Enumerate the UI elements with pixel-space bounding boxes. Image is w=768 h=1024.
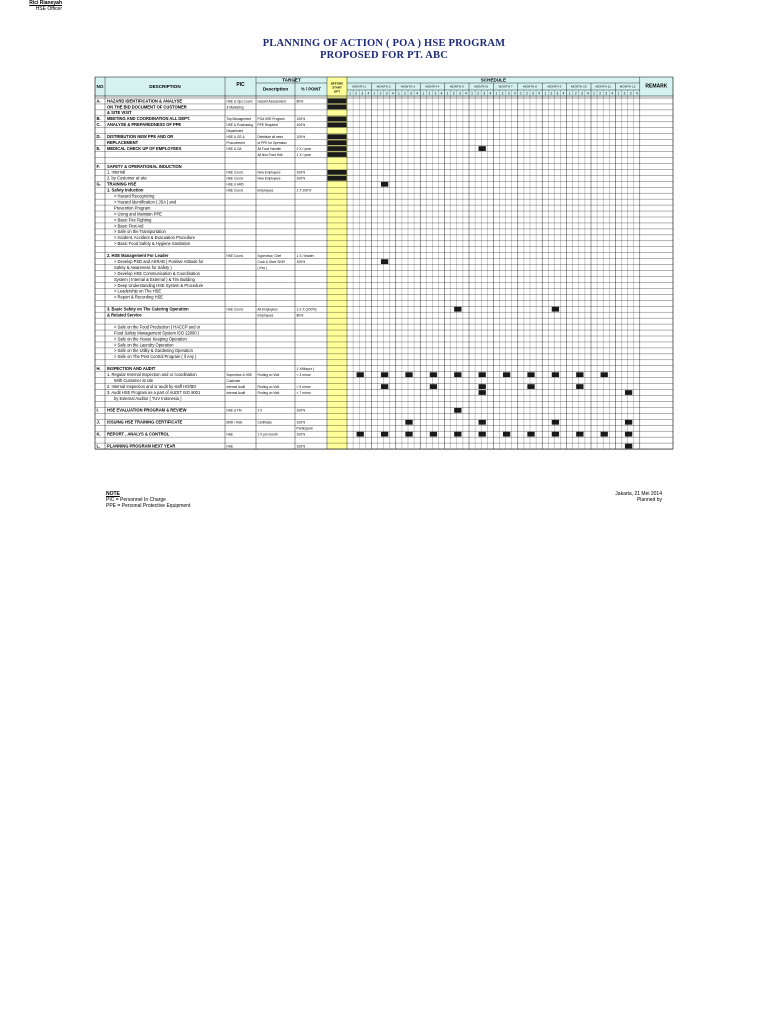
header-target: TARGET — [282, 77, 301, 83]
place-date: Jakarta, 21 Mei 2014 — [615, 491, 662, 497]
schedule-bar — [552, 307, 559, 312]
before-start-bar — [328, 105, 347, 110]
header-week-label: 2 — [501, 91, 504, 96]
row-description: REPORT , ANALYS & CONTROL — [107, 431, 170, 437]
header-week-label: 3 — [532, 91, 534, 96]
header-month-label: MONTH 3 — [401, 84, 415, 89]
row-pic: Procurement — [226, 140, 245, 145]
row-description: 1. Safety Induction — [107, 187, 144, 193]
header-week-label: 4 — [440, 91, 443, 96]
header-week-label: 1 — [373, 91, 376, 96]
row-description: System ( Internal & External ) & Tim Building — [114, 276, 195, 282]
row-target-description: Employees — [257, 188, 274, 193]
row-target-point: 100% — [296, 170, 306, 175]
row-target-description: New Employees — [257, 176, 281, 181]
row-description: REPLACEMENT — [107, 139, 139, 145]
row-target-point: 100% — [296, 123, 306, 128]
row-description: > Incident, Accident & Evacuation Procedure — [114, 235, 195, 241]
before-start-bar — [328, 122, 347, 127]
row-target-point: 1-2 X (100%) — [296, 307, 317, 312]
schedule-bar — [625, 390, 632, 395]
row-pic: BRD / HSE — [226, 420, 243, 425]
row-target-description: Finding on Visit — [257, 373, 280, 377]
header-week-label: 3 — [458, 91, 461, 96]
row-description: 3. Basic Safety on The Catering Operation — [107, 306, 189, 312]
schedule-bar — [601, 432, 608, 437]
row-target-point: < 5 minor — [296, 384, 311, 389]
row-target-description: of PPE for Operation — [257, 140, 287, 145]
schedule-bar — [454, 372, 461, 377]
row-number: B. — [96, 116, 101, 122]
header-month-label: MONTH 10 — [570, 84, 587, 89]
row-pic: Supervisor & HSE — [226, 373, 253, 377]
schedule-bar — [430, 372, 437, 377]
header-week-label: 1 — [471, 91, 473, 96]
header-target-point: % / POINT — [300, 86, 322, 92]
row-description: HSE EVALUATION PROGRAM & REVIEW — [107, 407, 187, 413]
header-schedule: SCHEDULE — [480, 77, 507, 83]
schedule-bar — [405, 372, 412, 377]
row-target-description: Distribute all need — [257, 135, 284, 139]
schedule-bar — [381, 259, 388, 264]
row-description: > Develop PSD and AKRAB ( Positive Attitude for — [114, 258, 204, 264]
header-week-label: 4 — [562, 91, 565, 96]
row-pic: HSE Coord. — [226, 307, 244, 312]
row-target-description: Finding on Visit — [257, 384, 280, 389]
header-month-label: MONTH 5 — [449, 84, 464, 89]
row-description: ANALYSE & PREPAREDNESS OF PPE — [107, 122, 182, 128]
header-month-label: MONTH 8 — [523, 84, 537, 89]
row-number: L. — [96, 443, 101, 449]
row-target-point: 80% — [296, 313, 304, 318]
row-pic: HSE Coord. — [226, 176, 244, 181]
row-number: D. — [96, 134, 101, 139]
row-target-description: All Non Food Hdlr — [257, 152, 283, 157]
header-week-label: 1 — [519, 91, 522, 96]
schedule-bar — [552, 420, 559, 425]
header-week-label: 4 — [367, 91, 370, 96]
row-target-point: 1 X / leader — [296, 254, 314, 258]
before-start-bar — [328, 99, 347, 104]
signer-position: HSE Officer — [35, 6, 62, 12]
before-start-bar — [328, 152, 347, 157]
header-week-label: 4 — [513, 91, 516, 96]
row-pic: HSE & TM — [226, 408, 242, 413]
row-number: I. — [96, 407, 99, 413]
header-week-label: 4 — [635, 91, 638, 96]
header-week-label: 4 — [465, 91, 467, 96]
header-month-label: MONTH 2 — [376, 84, 391, 89]
header-description: DESCRIPTION — [149, 84, 181, 89]
row-description: > Safe on the Utility & Gardening Operation — [114, 348, 193, 354]
header-no: NO — [96, 84, 104, 89]
row-pic: Internal Audit — [226, 390, 246, 395]
row-target-description: Cook & Store SKIR — [257, 259, 285, 264]
header-month-label: MONTH 1 — [352, 84, 367, 89]
planned-by-label: Planned by — [636, 497, 662, 503]
row-description: & Related Service — [107, 312, 142, 318]
row-description: Safety & Awareness for Safety ) — [114, 264, 172, 270]
row-description: > Safe on the House Keeping Operation — [114, 336, 187, 342]
row-description: > Hazard Recognizing — [114, 193, 155, 199]
schedule-bar — [454, 307, 461, 312]
row-description: 3. Audit HSE Program as a part of AUDIT ISO 9001 — [107, 389, 201, 395]
row-target-point: Participant — [296, 426, 313, 431]
schedule-bar — [625, 432, 632, 437]
row-pic: Customer — [226, 378, 241, 383]
row-description: With Customer at site — [114, 377, 154, 383]
row-target-description: Hazard Assessment — [257, 99, 286, 104]
row-description: > Basic Fire Fighting — [114, 217, 152, 223]
header-week-label: 2 — [574, 91, 577, 96]
schedule-bar — [381, 182, 388, 187]
header-week-label: 2 — [452, 91, 455, 96]
header-month-label: MONTH 12 — [619, 84, 636, 89]
row-description: > Safe on the Food Production ( HACCP and or — [114, 324, 201, 330]
row-description: > Safe on The Pest Control Program ( if Any ) — [114, 354, 197, 360]
header-week-label: 4 — [587, 91, 589, 96]
header-week-label: 1 — [446, 91, 449, 96]
row-target-description: Certificate — [257, 420, 272, 425]
row-description: 2. Internal Inspection and or audit by staff HO/BO — [107, 383, 197, 389]
before-start-bar — [328, 140, 347, 145]
header-week-label: 4 — [416, 91, 419, 96]
row-target-point: 1 X/Mayor ) — [296, 367, 315, 372]
row-target-description: All Employees — [257, 307, 278, 312]
schedule-bar — [405, 420, 412, 425]
row-description: PLANNING PROGRAM NEXT YEAR — [107, 443, 176, 449]
row-description: > Report & Recording HSE — [114, 294, 164, 300]
header-month-label: MONTH 7 — [498, 84, 513, 89]
row-description: INSPECTION AND AUDIT — [107, 366, 156, 372]
before-start-bar — [328, 170, 347, 175]
row-description: HAZARD IDENTIFICATION & ANALYSE — [107, 98, 183, 104]
header-pic: PIC — [236, 82, 245, 88]
header-week-label: 2 — [550, 91, 553, 96]
row-target-description: All Food Handler — [257, 146, 282, 151]
header-week-label: 3 — [605, 91, 608, 96]
header-week-label: 2 — [599, 91, 602, 96]
row-description: > Leadership on The HSE — [114, 288, 162, 294]
header-month-label: MONTH 6 — [474, 84, 489, 89]
header-week-label: 1 — [544, 91, 547, 96]
row-pic: HSE & HRD — [226, 182, 244, 187]
row-description: by External Auditor ( TUV Indonesia ) — [114, 395, 182, 401]
row-pic: HSE Coord. — [226, 254, 244, 258]
row-number: G. — [96, 181, 101, 187]
schedule-bar — [601, 372, 608, 377]
row-pic: HSE & Ops Coord. — [226, 99, 254, 104]
row-description: & SITE VISIT — [107, 110, 132, 116]
row-description: > Basic Food Safety & Hygiene Sanitation — [114, 241, 191, 247]
header-week-label: 3 — [434, 91, 437, 96]
row-description: ISSUING HSE TRAINING CERTIFICATE — [107, 419, 183, 425]
note-pic: PIC = Personnel In Charge — [106, 497, 166, 503]
schedule-bar — [381, 432, 388, 437]
header-week-label: 3 — [507, 91, 510, 96]
header-month-label: MONTH 4 — [425, 84, 440, 89]
schedule-bar — [479, 432, 486, 437]
header-week-label: 4 — [611, 91, 614, 96]
schedule-bar — [381, 384, 388, 389]
document-title: PLANNING OF ACTION ( POA ) HSE PROGRAM — [262, 38, 506, 49]
schedule-bar — [527, 432, 534, 437]
schedule-bar — [503, 372, 510, 377]
row-pic: Top Management — [226, 117, 252, 122]
schedule-bar — [381, 372, 388, 377]
row-pic: & Marketing — [226, 105, 244, 110]
row-description: MEDICAL CHECK UP OF EMPLOYEES — [107, 145, 182, 151]
row-target-point: 1 X 100% — [296, 188, 312, 193]
header-week-label: 3 — [483, 91, 486, 96]
header-week-label: 4 — [391, 91, 394, 96]
header-week-label: 2 — [477, 91, 480, 96]
row-target-point: 100% — [296, 259, 306, 264]
schedule-bar — [552, 432, 559, 437]
row-target-description: Employees — [257, 313, 274, 318]
document-subtitle: PROPOSED FOR PT. ABC — [319, 50, 449, 61]
header-week-label: 3 — [410, 91, 412, 96]
header-target-description: Description — [262, 86, 289, 92]
row-number: J. — [96, 419, 100, 425]
row-pic: HSE & Purchasing — [226, 123, 253, 128]
header-week-label: 2 — [526, 91, 528, 96]
header-week-label: 2 — [428, 91, 431, 96]
header-week-label: 4 — [489, 91, 492, 96]
header-week-label: 1 — [568, 91, 571, 96]
header-week-label: 2 — [355, 91, 358, 96]
row-description: DISTRIBUTION NEW PPE AND OR — [107, 134, 174, 139]
row-target-description: PPE Required — [257, 123, 278, 128]
schedule-bar — [430, 432, 437, 437]
schedule-bar — [405, 432, 412, 437]
header-week-label: 1 — [495, 91, 498, 96]
row-target-point: 100% — [296, 176, 306, 181]
header-week-label: 3 — [361, 91, 364, 96]
before-start-bar — [328, 176, 347, 181]
schedule-bar — [479, 390, 486, 395]
row-target-point: < 3 minor — [296, 373, 311, 377]
row-pic: HSE Coord. — [226, 188, 244, 193]
row-target-point: 100% — [296, 420, 306, 425]
schedule-bar — [479, 420, 486, 425]
row-description: MEETING AND COORDINATION ALL DEPT. — [107, 116, 191, 122]
schedule-bar — [552, 372, 559, 377]
header-month-label: MONTH 11 — [595, 84, 611, 89]
note-heading: NOTE — [106, 491, 120, 497]
row-description: ON THE BID DOCUMENT OF CUSTOMER — [107, 104, 187, 110]
schedule-bar — [479, 384, 486, 389]
row-pic: HSE & GA — [226, 146, 242, 151]
header-week-label: 1 — [349, 91, 351, 96]
row-target-description: ( Key ) — [257, 265, 267, 270]
header-remark: REMARK — [645, 83, 668, 90]
header-week-label: 2 — [623, 91, 626, 96]
schedule-bar — [576, 372, 583, 377]
header-week-label: 3 — [629, 91, 632, 96]
signer-name: Rici Rianeyah — [29, 0, 62, 6]
row-number: K. — [96, 431, 101, 437]
row-description: > Basic First Aid — [114, 223, 144, 229]
row-target-point: 1 X / year — [296, 152, 312, 157]
row-pic: Internal Audit — [226, 384, 246, 389]
row-target-point: 100% — [296, 444, 306, 449]
row-description: SAFETY & OPERATIONAL INDUCTION — [107, 163, 182, 169]
row-target-description: POA HSE Program — [257, 117, 285, 122]
before-start-bar — [328, 146, 347, 151]
row-description: > Develop HSE Communication & Coordination — [114, 270, 200, 276]
row-target-description: 2 X — [257, 408, 263, 413]
row-target-point: 100% — [296, 408, 306, 413]
row-target-point: 100% — [296, 432, 306, 437]
row-target-point: 80% — [296, 99, 304, 104]
header-week-label: 2 — [379, 91, 382, 96]
row-description: 1. Regular Internal Inspection and or coordination — [107, 372, 197, 377]
row-target-description: New Employees — [257, 170, 281, 175]
row-description: > Hazard Identification ( JSA ) and — [114, 199, 177, 205]
row-pic: HSE Coord. — [226, 170, 244, 175]
row-description: Food Safety Management System ISO 22000 ) — [114, 330, 200, 336]
schedule-bar — [479, 372, 486, 377]
row-description: 2. by Customer at site — [107, 175, 147, 181]
schedule-bar — [625, 444, 632, 449]
row-description: > Safe on the Laundry Operation — [114, 342, 174, 348]
schedule-bar — [527, 372, 534, 377]
row-description: > Deep Understanding HSE System & Procedure — [114, 282, 204, 288]
header-week-label: 3 — [580, 91, 583, 96]
header-week-label: 1 — [397, 91, 400, 96]
row-pic: HSE & GS & — [226, 135, 245, 139]
row-target-point: 100% — [296, 135, 306, 139]
row-number: E. — [96, 145, 101, 151]
row-description: > Safe on the Transportation — [114, 229, 166, 235]
row-number: H. — [96, 366, 101, 372]
schedule-bar — [454, 432, 461, 437]
header-before-start: BEFORE — [330, 81, 344, 86]
note-ppe: PPE = Personal Protective Equipment — [106, 503, 191, 509]
note-block — [106, 491, 190, 509]
row-number: C. — [96, 122, 101, 128]
row-pic: HSE — [226, 432, 234, 437]
header-before-start: START — [332, 85, 342, 90]
row-description: Prevention Program — [114, 205, 151, 211]
header-week-label: 2 — [404, 91, 406, 96]
schedule-bar — [503, 432, 510, 437]
row-description: 2. HSE Management For Leader — [107, 253, 169, 258]
schedule-bar — [625, 420, 632, 425]
row-description: TRAINING HSE — [107, 181, 137, 187]
header-week-label: 1 — [422, 91, 425, 96]
schedule-bar — [357, 432, 364, 437]
header-month-label: MONTH 9 — [547, 84, 562, 89]
row-target-point: 2 X / year — [296, 146, 312, 151]
header-week-label: 1 — [593, 91, 595, 96]
date-block — [615, 491, 662, 503]
row-target-point: 100% — [296, 117, 306, 122]
schedule-bar — [576, 432, 583, 437]
header-week-label: 3 — [556, 91, 559, 96]
schedule-bar — [430, 384, 437, 389]
schedule-bar — [576, 384, 583, 389]
row-number: F. — [96, 163, 100, 169]
header-week-label: 1 — [617, 91, 620, 96]
schedule-bar — [479, 146, 486, 151]
row-pic: Department — [226, 129, 244, 134]
row-number: A. — [96, 98, 101, 104]
header-week-label: 3 — [385, 91, 388, 96]
before-start-bar — [328, 134, 347, 139]
row-pic: HSE — [226, 444, 234, 449]
row-description: > Using and Maintain PPE — [114, 211, 162, 217]
row-target-point: < 7 minor — [296, 390, 311, 395]
row-target-description: 1 X per month — [257, 432, 278, 437]
row-description: 1. Internal — [107, 169, 126, 175]
schedule-bar — [357, 372, 364, 377]
before-start-column — [327, 77, 347, 449]
schedule-bar — [527, 384, 534, 389]
header-before-start: OPT — [333, 89, 341, 94]
header-week-label: 4 — [538, 91, 541, 96]
row-target-description: Supervisor, Chef — [257, 254, 282, 258]
before-start-bar — [328, 116, 347, 121]
schedule-bar — [454, 408, 461, 413]
row-target-description: Finding on Visit — [257, 390, 280, 395]
